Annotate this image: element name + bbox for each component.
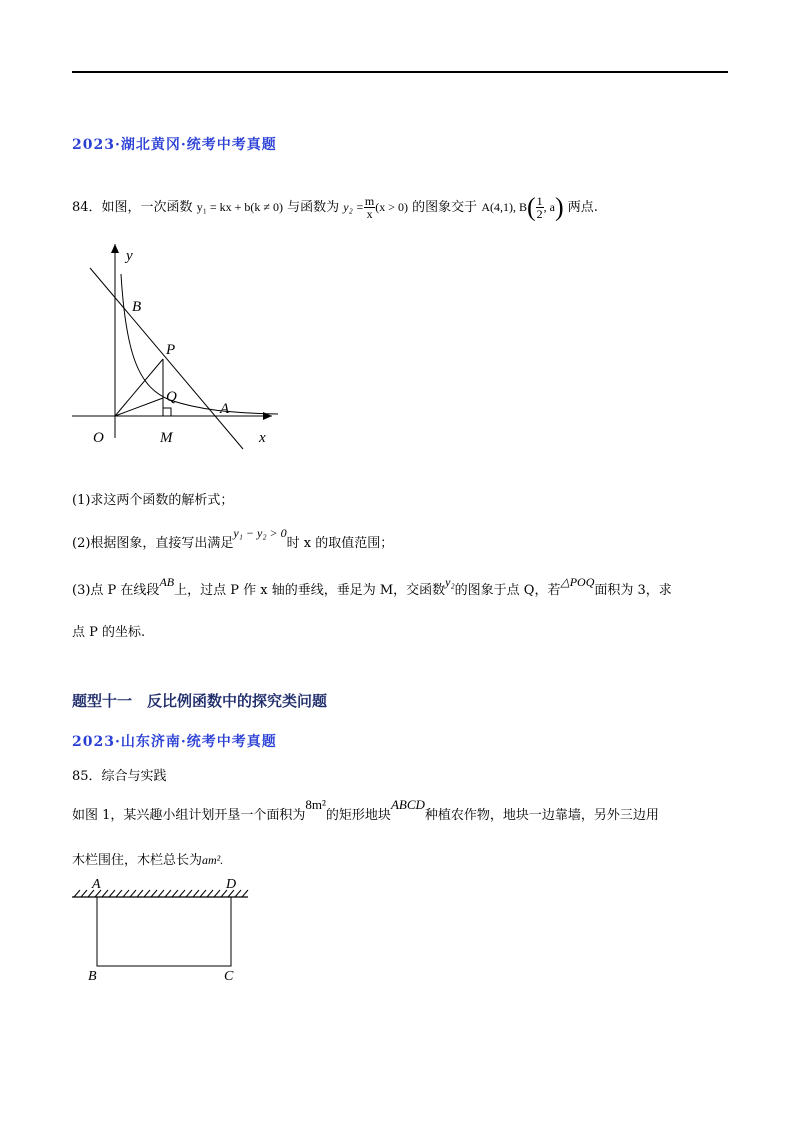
label-origin: O: [93, 430, 104, 446]
subquestion-3-text: 面积为 3，求: [594, 583, 672, 598]
label-y: y: [126, 248, 133, 264]
subquestion-2-text-end: 时 x 的取值范围；: [286, 536, 394, 551]
stem-text: 的矩形地块: [325, 808, 391, 823]
stem-text: 两点.: [567, 200, 598, 215]
question-85-stem: [72, 797, 659, 825]
stem-text: 如图，一次函数: [101, 200, 193, 215]
fraction-numerator: m: [364, 194, 375, 208]
points-text-end: , a: [543, 200, 555, 214]
label-b: B: [132, 299, 142, 315]
y-axis-arrow: [111, 244, 119, 253]
fraction-numerator: 1: [536, 194, 543, 208]
section-title: 题型十一 反比例函数中的探究类问题: [72, 692, 328, 710]
source-tag-85: 2023·山东济南·统考中考真题: [72, 734, 277, 750]
subquestion-3-text: 的图象于点 Q，若: [454, 583, 561, 598]
function-graph-figure: [60, 238, 290, 453]
linear-function: y₁ = kx + b(k ≠ 0): [196, 200, 283, 214]
segment-ab: AB: [159, 575, 175, 589]
question-84-stem: [72, 192, 598, 222]
domain-condition: (x > 0): [375, 200, 409, 214]
label-c: C: [224, 969, 234, 984]
right-angle-mark: [163, 408, 171, 416]
label-p: P: [166, 342, 176, 358]
subquestion-3-text: 上，过点 P 作 x 轴的垂线，垂足为 M，交函数: [174, 583, 446, 598]
stem-text: 的图象交于: [412, 200, 478, 215]
subquestion-2-text: (2)根据图象，直接写出满足: [72, 536, 234, 551]
inverse-function-fraction: [364, 195, 375, 220]
label-d: D: [226, 877, 237, 892]
triangle-poq: △POQ: [560, 575, 595, 589]
question-number: 84．: [72, 200, 102, 215]
point-b-fraction: [536, 195, 544, 220]
label-m: M: [160, 430, 173, 446]
label-a: A: [92, 877, 101, 892]
points-text: A(4,1), B: [481, 200, 527, 214]
function-y2: y₂: [445, 575, 455, 589]
fence-rectangle: [97, 897, 231, 966]
subquestion-3: [72, 575, 672, 600]
question-85-heading: 85．综合与实践: [72, 769, 167, 784]
label-a: A: [220, 401, 230, 417]
linear-function-line: [90, 268, 243, 449]
fence-length: am².: [202, 853, 224, 867]
stem-text: 木栏围住，木栏总长为: [72, 853, 203, 868]
label-x: x: [259, 430, 266, 446]
rectangle-abcd: ABCD: [390, 797, 425, 812]
stem-text: 如图 1，某兴趣小组计划开垦一个面积为: [72, 808, 306, 823]
hyperbola-curve: [121, 274, 278, 414]
stem-text: 种植农作物，地块一边靠墙，另外三边用: [424, 808, 659, 823]
source-tag-84: 2023·湖北黄冈·统考中考真题: [72, 137, 277, 153]
top-rule: [72, 71, 728, 73]
stem-text: 与函数为: [287, 200, 340, 215]
rectangle-figure: [70, 876, 255, 984]
label-q: Q: [166, 389, 177, 405]
subquestion-3-text: (3)点 P 在线段: [72, 583, 160, 598]
subquestion-2: [72, 526, 394, 553]
inverse-function-lhs: y₂ =: [343, 200, 364, 214]
inequality: y₁ − y₂ > 0: [233, 526, 287, 540]
fraction-denominator: x: [366, 207, 373, 221]
subquestion-1: (1)求这两个函数的解析式；: [72, 493, 234, 508]
left-paren: (: [526, 192, 536, 222]
subquestion-3-continued: 点 P 的坐标.: [72, 625, 146, 640]
label-b: B: [88, 969, 97, 984]
area-value: 8m²: [305, 797, 326, 812]
question-85-stem-continued: [72, 851, 223, 870]
right-paren: ): [554, 192, 564, 222]
fraction-denominator: 2: [536, 207, 543, 221]
